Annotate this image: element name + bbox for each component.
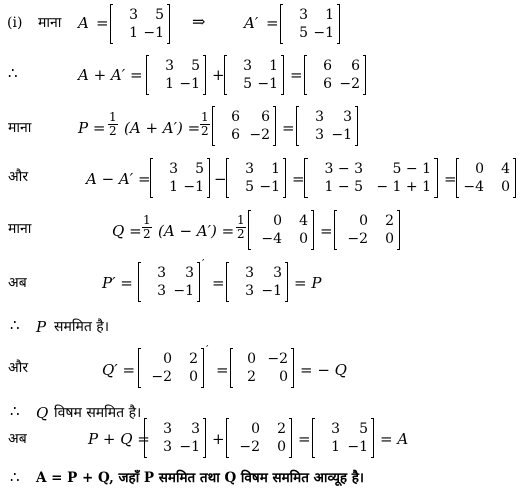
matrix-cell: 3: [163, 439, 172, 456]
expr-rhs: = A: [380, 430, 409, 448]
matrix-cell: 5: [299, 25, 308, 42]
matrix-cell: 6: [231, 108, 240, 125]
matrix-Q: [334, 210, 400, 250]
equals-sign: =: [216, 361, 229, 379]
expr-rhs: = − Q: [300, 361, 347, 379]
matrix-cell: 3: [245, 160, 254, 177]
matrix-cell: 5: [243, 76, 252, 93]
equals-sign: =: [282, 119, 295, 137]
matrix-cell: 0: [359, 212, 368, 229]
matrix-cell: 1: [271, 160, 280, 177]
matrix-cell: 3: [191, 420, 200, 437]
matrix-cell: −1: [179, 76, 200, 93]
matrix-cell: −1: [173, 283, 194, 300]
matrix-cell: 3 − 3: [324, 160, 363, 177]
fraction-half: [236, 214, 246, 241]
fraction-numerator: 1: [109, 110, 117, 124]
matrix-cell: 3: [185, 264, 194, 281]
fraction-half: [142, 214, 152, 241]
matrix-cell: 1: [331, 439, 340, 456]
matrix-cell: 3: [273, 264, 282, 281]
matrix-cell: 0: [475, 160, 484, 177]
equals-sign: =: [292, 170, 305, 188]
var-P: P: [36, 318, 47, 336]
matrix-Q: [138, 348, 204, 388]
equals-sign: =: [290, 66, 303, 84]
var-A: A: [78, 14, 89, 32]
matrix-cell: −2: [239, 439, 260, 456]
expr-rhs: = P: [294, 274, 322, 292]
statement-text: विषम सममित है।: [54, 405, 142, 421]
matrix-cell: 3: [129, 6, 138, 23]
matrix-cell: 1 − 5: [324, 179, 363, 196]
matrix-cell: −1: [347, 439, 368, 456]
matrix-cell: 0: [247, 350, 256, 367]
word-aur: और: [8, 360, 29, 376]
matrix-cell: −1: [143, 25, 164, 42]
matrix-cell: −1: [331, 127, 352, 144]
matrix-difference-expanded: [304, 158, 438, 198]
var-Q: Q: [36, 404, 49, 422]
matrix-cell: 3: [331, 420, 340, 437]
matrix-cell: 5: [359, 420, 368, 437]
matrix-cell: 3: [243, 57, 252, 74]
matrix-A: [110, 4, 170, 44]
expr-lhs: A + A′ =: [78, 66, 143, 84]
matrix-cell: −2: [151, 369, 172, 386]
therefore-symbol: ∴: [10, 468, 20, 486]
matrix-cell: 3: [343, 108, 352, 125]
part-label: (i): [7, 15, 23, 31]
matrix-cell: − 1 + 1: [376, 179, 431, 196]
matrix-cell: −2: [267, 350, 288, 367]
matrix-cell: 2: [385, 212, 394, 229]
matrix-cell: 0: [299, 231, 308, 248]
matrix-A: [150, 158, 210, 198]
matrix-cell: 0: [501, 179, 510, 196]
matrix-cell: 6: [323, 76, 332, 93]
matrix-Q-transpose: [230, 348, 294, 388]
matrix-A-transpose: [226, 158, 286, 198]
matrix-cell: 0: [279, 369, 288, 386]
var-A-transpose: A′: [244, 14, 259, 32]
fraction-denominator: 2: [143, 227, 151, 241]
word-mana: माना: [38, 15, 62, 31]
matrix-sum: [304, 55, 366, 95]
conclusion-text: A = P + Q, जहाँ P सममित तथा Q विषम सममित आव्यूह है।: [36, 470, 365, 486]
fraction-numerator: 1: [237, 213, 245, 227]
matrix-cell: −2: [339, 76, 360, 93]
matrix-cell: 5: [245, 179, 254, 196]
matrix-cell: 4: [501, 160, 510, 177]
matrix-cell: 2: [247, 369, 256, 386]
fraction-numerator: 1: [201, 110, 209, 124]
word-aur: और: [8, 169, 29, 185]
matrix-cell: 6: [231, 127, 240, 144]
matrix-cell: 1: [325, 6, 334, 23]
expr-lhs: P′ =: [102, 274, 133, 292]
word-ab: अब: [8, 431, 27, 447]
expr-lhs: P =: [78, 119, 106, 137]
matrix-cell: 3: [245, 264, 254, 281]
fraction-half: [200, 111, 210, 138]
expr-lhs: P + Q =: [88, 430, 150, 448]
matrix-P: [144, 418, 206, 458]
matrix-cell: 4: [299, 212, 308, 229]
equals-sign: =: [298, 430, 311, 448]
expr-mid: (A + A′) =: [124, 119, 201, 137]
matrix-cell: −4: [261, 231, 282, 248]
transpose-prime: ′: [206, 343, 209, 356]
matrix-P: [138, 262, 200, 302]
matrix-cell: 3: [315, 127, 324, 144]
matrix-difference: [456, 158, 516, 198]
matrix-cell: 5: [195, 160, 204, 177]
therefore-symbol: ∴: [10, 402, 20, 420]
equals-sign: =: [444, 170, 457, 188]
matrix-cell: 3: [169, 160, 178, 177]
plus-sign: +: [212, 66, 225, 84]
matrix-A: [312, 418, 374, 458]
expr-lhs: A − A′ =: [86, 170, 151, 188]
matrix-cell: 1: [129, 25, 138, 42]
matrix-cell: −2: [347, 231, 368, 248]
matrix-cell: −1: [259, 179, 280, 196]
matrix-cell: 6: [351, 57, 360, 74]
matrix-cell: 0: [251, 420, 260, 437]
matrix-cell: 3: [315, 108, 324, 125]
fraction-numerator: 1: [143, 213, 151, 227]
matrix-cell: −1: [179, 439, 200, 456]
matrix-cell: 5: [155, 6, 164, 23]
matrix-cell: −1: [257, 76, 278, 93]
matrix-difference: [248, 210, 314, 250]
plus-sign: +: [212, 430, 225, 448]
equals-sign: =: [96, 14, 109, 32]
matrix-Q: [226, 418, 292, 458]
matrix-cell: 3: [299, 6, 308, 23]
matrix-cell: 3: [163, 420, 172, 437]
minus-sign: −: [214, 170, 227, 188]
matrix-cell: 1: [169, 179, 178, 196]
matrix-cell: −1: [183, 179, 204, 196]
matrix-cell: 3: [157, 264, 166, 281]
matrix-cell: 5: [191, 57, 200, 74]
matrix-cell: 0: [273, 212, 282, 229]
matrix-cell: 0: [163, 350, 172, 367]
matrix-cell: 5 − 1: [392, 160, 431, 177]
fraction-denominator: 2: [237, 227, 245, 241]
matrix-cell: 3: [165, 57, 174, 74]
matrix-cell: −1: [261, 283, 282, 300]
matrix-cell: 3: [157, 283, 166, 300]
matrix-cell: 1: [269, 57, 278, 74]
matrix-cell: 6: [323, 57, 332, 74]
fraction-denominator: 2: [109, 124, 117, 138]
matrix-cell: −4: [463, 179, 484, 196]
matrix-A-transpose: [280, 4, 340, 44]
equals-sign: =: [266, 14, 279, 32]
expr-lhs: Q′ =: [102, 361, 136, 379]
matrix-cell: 0: [385, 231, 394, 248]
therefore-symbol: ∴: [10, 316, 20, 334]
therefore-symbol: ∴: [8, 64, 18, 82]
matrix-cell: −1: [313, 25, 334, 42]
matrix-cell: 0: [277, 439, 286, 456]
implies-sign: ⇒: [192, 12, 206, 31]
fraction-half: [108, 111, 118, 138]
equals-sign: =: [212, 274, 225, 292]
matrix-cell: 6: [261, 108, 270, 125]
matrix-sum: [212, 106, 276, 146]
word-mana: माना: [8, 221, 32, 237]
matrix-cell: −2: [249, 127, 270, 144]
matrix-A: [146, 55, 206, 95]
matrix-P-result: [226, 262, 288, 302]
matrix-cell: 2: [277, 420, 286, 437]
equals-sign: =: [320, 222, 333, 240]
matrix-P: [296, 106, 358, 146]
statement-text: सममित है।: [54, 319, 110, 335]
transpose-prime: ′: [202, 257, 205, 270]
word-ab: अब: [8, 275, 27, 291]
matrix-cell: 2: [189, 350, 198, 367]
matrix-cell: 0: [189, 369, 198, 386]
matrix-A-transpose: [224, 55, 284, 95]
word-mana: माना: [8, 120, 32, 136]
matrix-cell: 1: [165, 76, 174, 93]
expr-lhs: Q =: [112, 222, 142, 240]
expr-mid: (A − A′) =: [158, 222, 235, 240]
fraction-denominator: 2: [201, 124, 209, 138]
matrix-cell: 3: [245, 283, 254, 300]
